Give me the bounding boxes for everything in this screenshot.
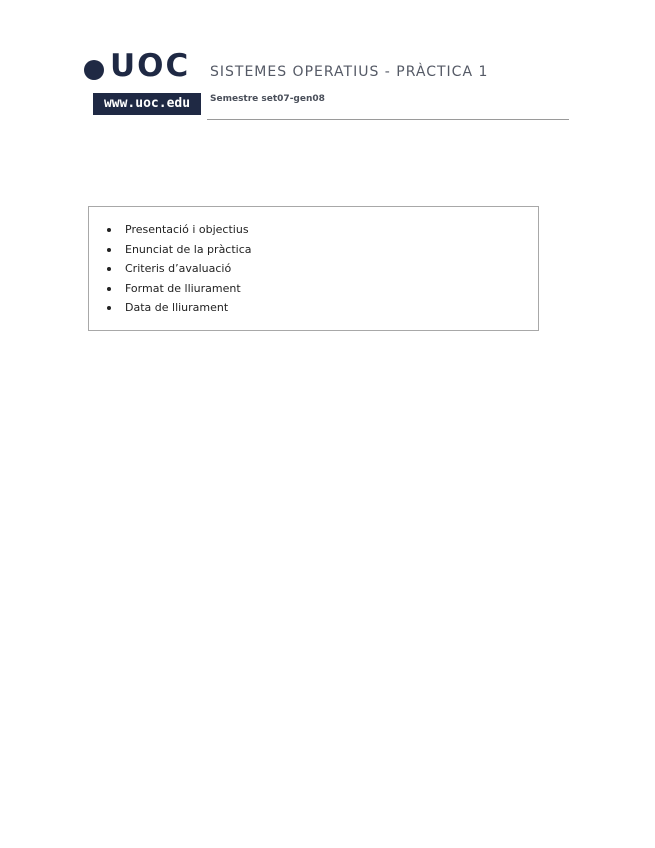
logo-wordmark: UOC: [110, 48, 191, 84]
toc-item: [105, 298, 252, 318]
bullet-icon: [107, 248, 111, 252]
toc-item-label: Enunciat de la pràctica: [125, 242, 252, 256]
toc-item-label: Data de lliurament: [125, 301, 229, 315]
toc-item: [105, 279, 252, 299]
toc-item-label: Criteris d’avaluació: [125, 262, 232, 276]
logo-url: www.uoc.edu: [93, 93, 201, 115]
toc-item: [105, 220, 252, 240]
table-of-contents: [88, 206, 539, 331]
toc-item: [105, 240, 252, 260]
header-divider: [207, 119, 569, 120]
document-subtitle: Semestre set07-gen08: [210, 94, 325, 104]
bullet-icon: [107, 287, 111, 291]
toc-item-label: Format de lliurament: [125, 281, 241, 295]
logo-dot-icon: [84, 60, 104, 80]
toc-item-label: Presentació i objectius: [125, 223, 249, 236]
uoc-logo: [84, 48, 204, 118]
bullet-icon: [107, 267, 111, 271]
bullet-icon: [107, 228, 111, 232]
toc-list: [105, 220, 252, 318]
toc-item: [105, 259, 252, 279]
bullet-icon: [107, 306, 111, 310]
document-title: SISTEMES OPERATIUS - PRÀCTICA 1: [210, 64, 489, 80]
